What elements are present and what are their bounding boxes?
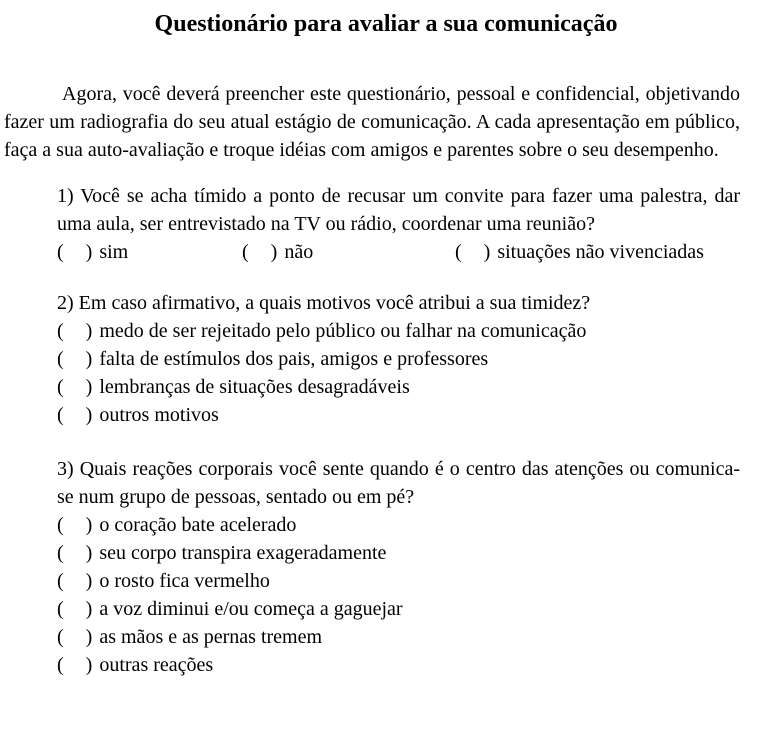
paren-close: ) [85, 404, 93, 426]
checkbox-q3-5[interactable] [57, 626, 92, 648]
question-1-body: Você se acha tímido a ponto de recusar um convite para fazer uma palestra, dar uma aula, ser entrevistado na TV ou rádio, coordenar uma reunião? [57, 185, 740, 235]
option-label: não [284, 241, 314, 263]
option-label: o rosto fica vermelho [99, 570, 270, 592]
option-row [57, 511, 740, 539]
checkbox-gap [64, 642, 86, 643]
option-row [57, 317, 740, 345]
option-nao [242, 238, 455, 266]
option-label: o coração bate acelerado [99, 514, 297, 536]
question-2-options [57, 317, 740, 429]
paren-open: ( [242, 241, 249, 263]
option-situacoes-nao-vivenciadas [455, 238, 740, 266]
paren-open: ( [57, 654, 64, 676]
checkbox-sim[interactable] [57, 241, 92, 263]
paren-open: ( [57, 241, 64, 263]
paren-close: ) [85, 514, 93, 536]
question-2-body: Em caso afirmativo, a quais motivos você atribui a sua timidez? [78, 292, 591, 314]
paren-open: ( [57, 320, 64, 342]
checkbox-gap [64, 257, 86, 258]
intro-paragraph: Agora, você deverá preencher este questionário, pessoal e confidencial, objetivando fazer um radiografia do seu atual estágio de comunicação. A cada apresentação em público, faça a sua auto-avaliação e troque idéias com amigos e parentes sobre o seu desempenho. [4, 83, 740, 161]
option-label: lembranças de situações desagradáveis [99, 376, 410, 398]
checkbox-gap [64, 614, 86, 615]
checkbox-gap [64, 558, 86, 559]
paren-close: ) [85, 348, 93, 370]
option-label: outros motivos [99, 404, 219, 426]
checkbox-q3-6[interactable] [57, 654, 92, 676]
option-sim [57, 238, 242, 266]
question-1-number: 1) [57, 185, 74, 207]
option-row [57, 373, 740, 401]
paren-open: ( [57, 598, 64, 620]
paren-open: ( [57, 570, 64, 592]
question-1-options [57, 238, 740, 266]
option-label: falta de estímulos dos pais, amigos e professores [99, 348, 489, 370]
paren-close: ) [85, 542, 93, 564]
checkbox-q2-2[interactable] [57, 348, 92, 370]
option-row [57, 401, 740, 429]
checkbox-q2-1[interactable] [57, 320, 92, 342]
option-label: medo de ser rejeitado pelo público ou falhar na comunicação [99, 320, 587, 342]
paren-close: ) [85, 626, 93, 648]
paren-close: ) [85, 570, 93, 592]
paren-close: ) [85, 320, 93, 342]
paren-close: ) [270, 241, 278, 263]
checkbox-gap [64, 586, 86, 587]
question-2 [57, 289, 740, 429]
checkbox-q2-4[interactable] [57, 404, 92, 426]
checkbox-gap [64, 670, 86, 671]
question-1 [57, 182, 740, 266]
option-label: situações não vivenciadas [497, 241, 704, 263]
question-3-options [57, 511, 740, 679]
paren-close: ) [85, 598, 93, 620]
option-row [57, 345, 740, 373]
option-label: sim [99, 241, 129, 263]
question-1-text [57, 182, 740, 238]
checkbox-gap [249, 257, 271, 258]
option-label: as mãos e as pernas tremem [99, 626, 323, 648]
option-label: a voz diminui e/ou começa a gaguejar [99, 598, 403, 620]
question-2-text [57, 289, 740, 317]
question-3 [57, 455, 740, 679]
checkbox-q3-3[interactable] [57, 570, 92, 592]
question-3-body: Quais reações corporais você sente quando é o centro das atenções ou comunica-se num grupo de pessoas, sentado ou em pé? [57, 458, 740, 508]
paren-close: ) [483, 241, 491, 263]
paren-open: ( [57, 404, 64, 426]
option-label: outras reações [99, 654, 214, 676]
question-3-number: 3) [57, 458, 74, 480]
question-2-number: 2) [57, 292, 74, 314]
checkbox-gap [64, 364, 86, 365]
option-row [57, 623, 740, 651]
checkbox-nao[interactable] [242, 241, 277, 263]
page-title: Questionário para avaliar a sua comunicação [154, 11, 618, 37]
paren-close: ) [85, 376, 93, 398]
paren-close: ) [85, 654, 93, 676]
checkbox-situacoes[interactable] [455, 241, 490, 263]
option-row [57, 567, 740, 595]
checkbox-gap [462, 257, 484, 258]
paren-open: ( [57, 514, 64, 536]
option-label: seu corpo transpira exageradamente [99, 542, 387, 564]
checkbox-gap [64, 392, 86, 393]
checkbox-q3-1[interactable] [57, 514, 92, 536]
checkbox-q3-2[interactable] [57, 542, 92, 564]
option-row [57, 539, 740, 567]
paren-open: ( [57, 376, 64, 398]
paren-open: ( [57, 348, 64, 370]
checkbox-gap [64, 530, 86, 531]
checkbox-gap [64, 420, 86, 421]
checkbox-q3-4[interactable] [57, 598, 92, 620]
paren-open: ( [57, 626, 64, 648]
question-3-text [57, 455, 740, 511]
paren-open: ( [57, 542, 64, 564]
checkbox-q2-3[interactable] [57, 376, 92, 398]
option-row [57, 651, 740, 679]
checkbox-gap [64, 336, 86, 337]
paren-open: ( [455, 241, 462, 263]
option-row [57, 595, 740, 623]
paren-close: ) [85, 241, 93, 263]
